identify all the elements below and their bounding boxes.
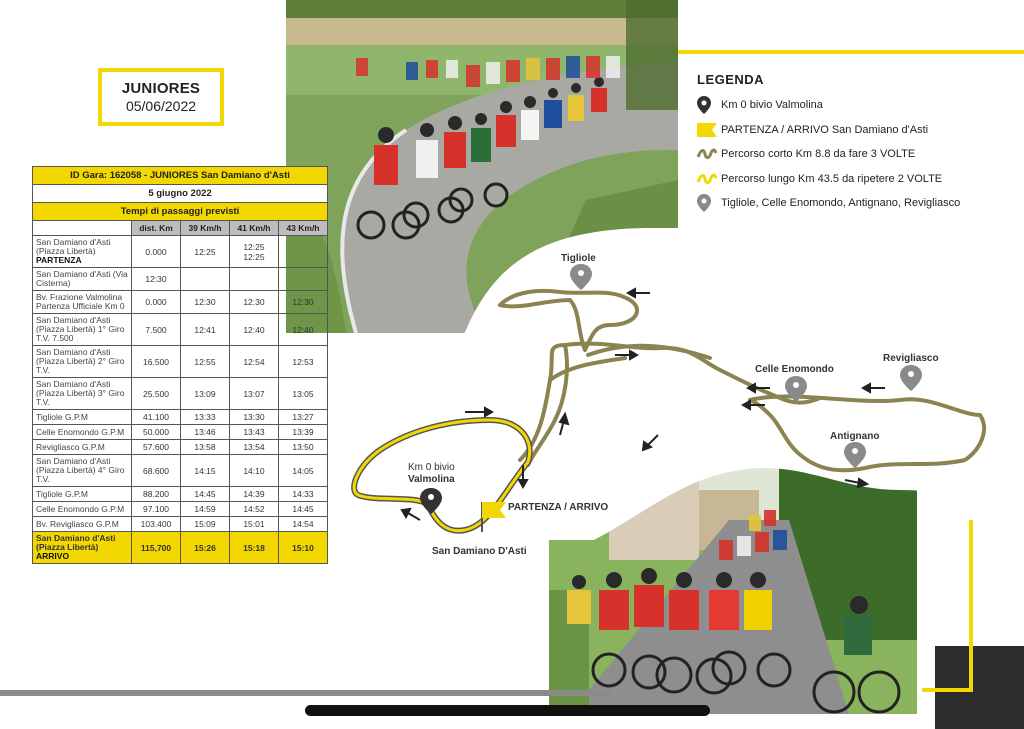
distance-cell: 16.500 xyxy=(132,346,181,378)
pin-km0 xyxy=(420,488,442,514)
time-39-cell: 12:30 xyxy=(181,291,230,314)
yellow-route-icon xyxy=(697,169,719,189)
time-39-cell xyxy=(181,268,230,291)
legend-label-towns: Tigliole, Celle Enomondo, Antignano, Revigliasco xyxy=(721,197,961,210)
legend xyxy=(697,72,1017,216)
label-san-damiano: San Damiano D'Asti xyxy=(432,546,527,557)
distance-cell: 57.600 xyxy=(132,440,181,455)
table-row xyxy=(33,378,328,410)
distance-cell: 25.500 xyxy=(132,378,181,410)
distance-cell: 88.200 xyxy=(132,487,181,502)
time-43-cell: 15:10 xyxy=(278,532,327,564)
label-start-finish: PARTENZA / ARRIVO xyxy=(508,502,609,513)
column-header: dist. Km xyxy=(132,221,181,236)
column-header: 43 Km/h xyxy=(278,221,327,236)
legend-title: LEGENDA xyxy=(697,72,765,87)
distance-cell: 103.400 xyxy=(132,517,181,532)
distance-cell: 0.000 xyxy=(132,236,181,268)
label-tigliole: Tigliole xyxy=(561,253,596,264)
location-name: Celle Enomondo G.P.M xyxy=(36,503,125,514)
table-row xyxy=(33,455,328,487)
location-cell xyxy=(33,291,132,314)
legend-label-short-route: Percorso corto Km 8.8 da fare 3 VOLTE xyxy=(721,148,916,161)
location-cell xyxy=(33,378,132,410)
time-41-cell: 13:54 xyxy=(229,440,278,455)
section-title-cell: Tempi di passaggi previsti xyxy=(33,203,328,221)
time-39-cell: 15:26 xyxy=(181,532,230,564)
location-cell xyxy=(33,502,132,517)
race-date: 05/06/2022 xyxy=(125,98,197,114)
time-39-cell: 13:09 xyxy=(181,378,230,410)
label-antignano: Antignano xyxy=(830,431,880,442)
yellow-accent-line-corner xyxy=(922,688,973,692)
table-row-arrival xyxy=(33,532,328,564)
legend-label-km0: Km 0 bivio Valmolina xyxy=(721,99,823,112)
location-name: Celle Enomondo G.P.M xyxy=(36,426,125,437)
time-43-cell xyxy=(278,268,327,291)
time-43-cell: 14:45 xyxy=(278,502,327,517)
race-date-cell: 5 giugno 2022 xyxy=(33,185,328,203)
time-43-cell: 13:39 xyxy=(278,425,327,440)
time-41-cell: 14:52 xyxy=(229,502,278,517)
legend-item-long-route xyxy=(697,167,1017,192)
table-row xyxy=(33,502,328,517)
location-cell xyxy=(33,532,132,564)
time-41-cell: 13:43 xyxy=(229,425,278,440)
time-41-cell: 12:25 12:25 xyxy=(229,236,278,268)
time-39-cell: 13:46 xyxy=(181,425,230,440)
location-name: San Damiano d'Asti (Via Cisterna) xyxy=(36,269,128,288)
olive-route-icon xyxy=(697,144,719,164)
time-41-cell: 14:39 xyxy=(229,487,278,502)
location-cell xyxy=(33,425,132,440)
scroll-indicator[interactable] xyxy=(305,705,710,716)
time-39-cell: 12:55 xyxy=(181,346,230,378)
time-39-cell: 14:59 xyxy=(181,502,230,517)
distance-cell: 97.100 xyxy=(132,502,181,517)
distance-cell: 50.000 xyxy=(132,425,181,440)
time-41-cell: 12:40 xyxy=(229,314,278,346)
table-row xyxy=(33,346,328,378)
time-41-cell: 13:30 xyxy=(229,410,278,425)
time-41-cell: 15:01 xyxy=(229,517,278,532)
table-header-race-date xyxy=(33,185,328,203)
time-43-cell: 12:30 xyxy=(278,291,327,314)
location-name: San Damiano d'Asti (Piazza Libertà) 1° Giro T.V. 7.500 xyxy=(36,315,125,343)
location-name: San Damiano d'Asti (Piazza Libertà) xyxy=(36,533,116,552)
distance-cell: 7.500 xyxy=(132,314,181,346)
location-tag: PARTENZA xyxy=(36,255,82,265)
label-revigliasco: Revigliasco xyxy=(883,353,939,364)
location-cell xyxy=(33,455,132,487)
location-name: San Damiano d'Asti (Piazza Libertà) xyxy=(36,237,111,256)
table-row xyxy=(33,517,328,532)
location-tag: ARRIVO xyxy=(36,551,70,561)
label-km0-line2: Valmolina xyxy=(408,474,455,485)
route-map xyxy=(340,240,1000,570)
location-cell xyxy=(33,410,132,425)
pin-tigliole xyxy=(570,264,592,290)
flag-icon xyxy=(697,120,719,140)
location-name: Tigliole G.P.M xyxy=(36,411,88,422)
legend-item-km0 xyxy=(697,93,1017,118)
table-row xyxy=(33,236,328,268)
time-43-cell xyxy=(278,236,327,268)
distance-cell: 41.100 xyxy=(132,410,181,425)
time-43-cell: 13:50 xyxy=(278,440,327,455)
location-name: San Damiano d'Asti (Piazza Libertà) 3° Giro T.V. xyxy=(36,379,125,407)
location-cell xyxy=(33,236,132,268)
table-row xyxy=(33,291,328,314)
time-39-cell: 14:15 xyxy=(181,455,230,487)
table-column-headers xyxy=(33,221,328,236)
table-row xyxy=(33,410,328,425)
category-title-box xyxy=(98,68,224,126)
legend-label-start-finish: PARTENZA / ARRIVO San Damiano d'Asti xyxy=(721,123,929,136)
bottom-divider xyxy=(0,690,610,696)
location-name: Tigliole G.P.M xyxy=(36,488,88,499)
time-43-cell: 12:53 xyxy=(278,346,327,378)
time-39-cell: 14:45 xyxy=(181,487,230,502)
location-cell xyxy=(33,440,132,455)
column-header xyxy=(33,221,132,236)
flag-start-finish xyxy=(482,502,506,532)
location-cell xyxy=(33,487,132,502)
pin-antignano xyxy=(844,442,866,468)
location-cell xyxy=(33,314,132,346)
time-39-cell: 15:09 xyxy=(181,517,230,532)
time-41-cell: 13:07 xyxy=(229,378,278,410)
distance-cell: 0.000 xyxy=(132,291,181,314)
schedule-table xyxy=(32,166,328,564)
distance-cell: 68.600 xyxy=(132,455,181,487)
table-header-race-id xyxy=(33,167,328,185)
table-row xyxy=(33,268,328,291)
distance-cell: 115,700 xyxy=(132,532,181,564)
table-row xyxy=(33,314,328,346)
label-celle-enomondo: Celle Enomondo xyxy=(755,364,834,375)
time-41-cell xyxy=(229,268,278,291)
legend-item-start-finish xyxy=(697,118,1017,143)
location-name: San Damiano d'Asti (Piazza Libertà) 4° Giro T.V. xyxy=(36,456,125,484)
time-39-cell: 12:25 xyxy=(181,236,230,268)
map-pin-icon xyxy=(697,95,719,115)
pin-revigliasco xyxy=(900,365,922,391)
location-cell xyxy=(33,268,132,291)
grey-pin-icon xyxy=(697,193,719,213)
time-41-cell: 14:10 xyxy=(229,455,278,487)
race-id-cell: ID Gara: 162058 - JUNIORES San Damiano d'Asti xyxy=(33,167,328,185)
location-name: Bv. Revigliasco G.P.M xyxy=(36,518,119,529)
time-43-cell: 12:40 xyxy=(278,314,327,346)
column-header: 41 Km/h xyxy=(229,221,278,236)
time-39-cell: 12:41 xyxy=(181,314,230,346)
time-39-cell: 13:33 xyxy=(181,410,230,425)
location-cell xyxy=(33,346,132,378)
time-43-cell: 13:27 xyxy=(278,410,327,425)
distance-cell: 12:30 xyxy=(132,268,181,291)
legend-label-long-route: Percorso lungo Km 43.5 da ripetere 2 VOLTE xyxy=(721,172,943,185)
time-41-cell: 12:30 xyxy=(229,291,278,314)
column-header: 39 Km/h xyxy=(181,221,230,236)
time-41-cell: 15:18 xyxy=(229,532,278,564)
category-title: JUNIORES xyxy=(121,80,201,97)
time-43-cell: 14:05 xyxy=(278,455,327,487)
table-row xyxy=(33,425,328,440)
table-row xyxy=(33,487,328,502)
legend-item-towns xyxy=(697,191,1017,216)
location-name: Bv. Frazione Valmolina Partenza Ufficiale Km 0 xyxy=(36,292,125,311)
table-row xyxy=(33,440,328,455)
time-43-cell: 14:33 xyxy=(278,487,327,502)
time-43-cell: 14:54 xyxy=(278,517,327,532)
time-43-cell: 13:05 xyxy=(278,378,327,410)
location-name: Revigliasco G.P.M xyxy=(36,441,105,452)
time-41-cell: 12:54 xyxy=(229,346,278,378)
time-39-cell: 13:58 xyxy=(181,440,230,455)
label-km0-line1: Km 0 bivio xyxy=(408,462,455,473)
legend-item-short-route xyxy=(697,142,1017,167)
location-name: San Damiano d'Asti (Piazza Libertà) 2° Giro T.V. xyxy=(36,347,125,375)
table-header-section xyxy=(33,203,328,221)
location-cell xyxy=(33,517,132,532)
